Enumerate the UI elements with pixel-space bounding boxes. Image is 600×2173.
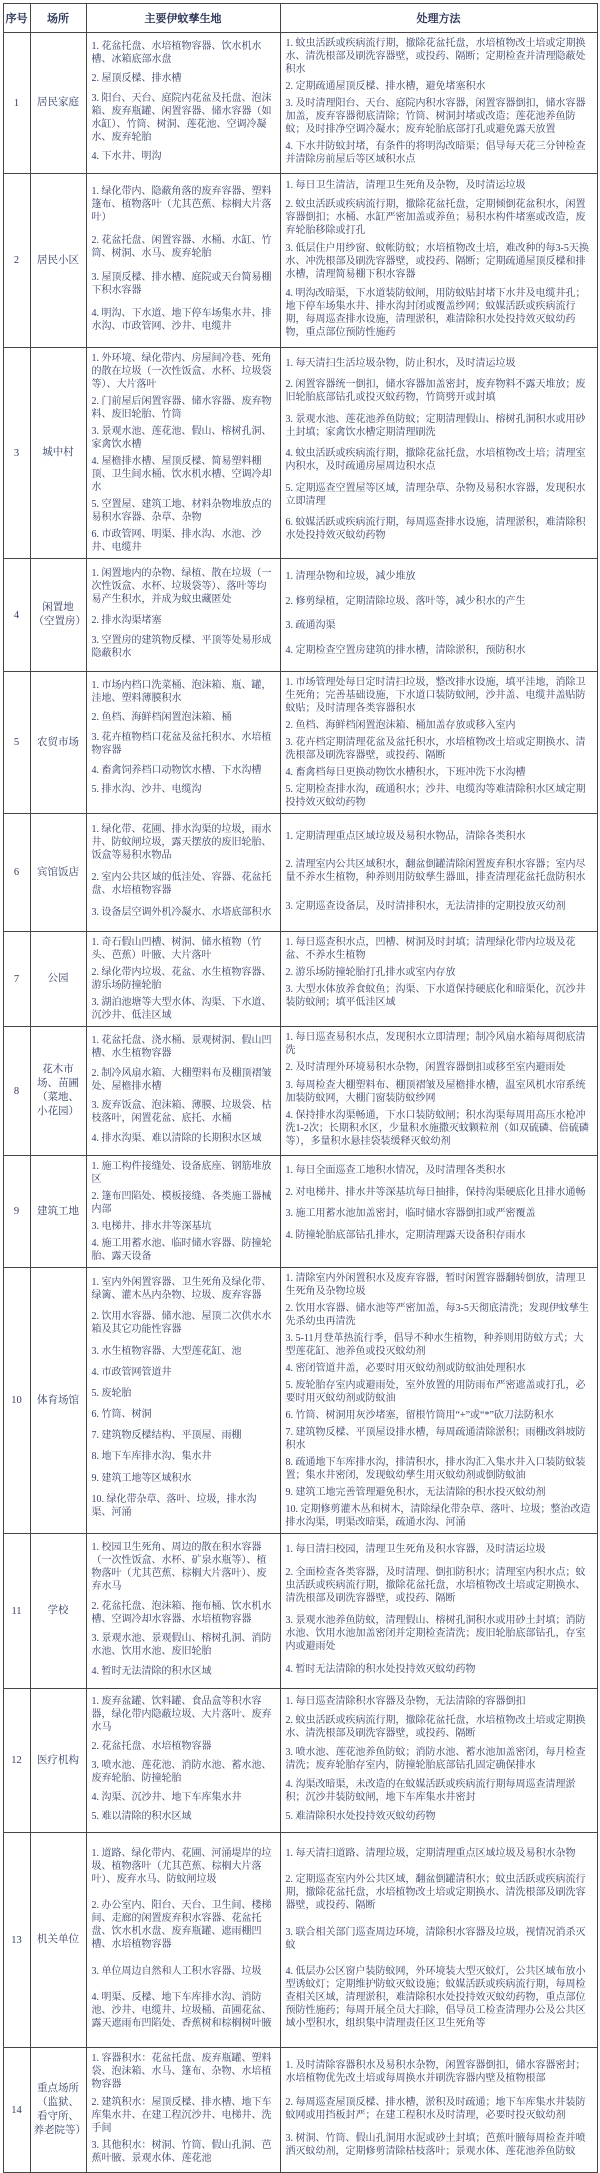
sites-cell bbox=[86, 1689, 280, 1833]
method-item: 3. 5-11月登革热流行季，倡导不种水生植物，种养则用防蚊方式；大型莲花缸、池养鱼或投灭蚊幼剂 bbox=[285, 1333, 584, 1357]
row-index: 14 bbox=[3, 2048, 30, 2173]
method-item: 8. 疏通地下车库排水沟，排清积水，排水沟汇入集水井入口装防蚊装置；集水井密闭，发现蚊幼孳生用灭蚊幼剂或倒防蚊油 bbox=[285, 1457, 586, 1481]
site-item: 4. 下水井、明沟 bbox=[91, 151, 162, 163]
site-item: 5. 排水沟、沙井、电缆沟 bbox=[91, 784, 202, 796]
sites-cell bbox=[86, 559, 280, 672]
method-item: 4. 蚊虫活跃或疾病流行期，撤除花盆托盘，水培植物改土培；清理室内积水，及时疏通房屋周边积水点 bbox=[285, 448, 586, 473]
method-item: 3. 施工用蓄水池加盖密封，临时储水容器倒扣或严密覆盖 bbox=[285, 1208, 536, 1220]
method-item: 2. 定期巡查室内外公共区域，翻盆倒罐清积水；蚊虫活跃或疾病流行期，撤除花盆托盘，水培植物改土培或定期换水、清洗根部及刷洗容器壁，或投药、隔断 bbox=[285, 1874, 586, 1912]
site-item: 1. 绿化带、花圃、排水沟渠的垃圾，雨水井、防蚊闸垃圾，露天摆放的废旧轮胎、饭盒等易积水物品 bbox=[91, 824, 272, 861]
row-index: 12 bbox=[3, 1689, 30, 1833]
row-index: 7 bbox=[3, 932, 30, 1027]
sites-cell bbox=[86, 1833, 280, 2048]
table-row bbox=[3, 1027, 597, 1156]
site-item: 1. 绿化带内、隐蔽角落的废弃容器、塑料篷布、植物落叶（尤其芭蕉、棕榈大片落叶） bbox=[91, 185, 272, 223]
method-item: 3. 花卉档定期清理花盆及盆托积水，水培植物改土培或定期换水、清洗根部及刷洗容器壁，或投药、隔断 bbox=[285, 737, 586, 761]
method-item: 2. 全面检查各类容器，及时清理、倒扣防积水；清理室内积水点；蚊虫活跃或疾病流行期，撤除花盆托盘，水培植物改土培或定期换水、清洗根部及刷洗容器壁，或投药、隔断 bbox=[285, 1566, 586, 1604]
row-index: 5 bbox=[3, 672, 30, 814]
site-item: 4. 排水沟渠、难以清除的长期积水区域 bbox=[91, 1133, 262, 1145]
site-item: 4. 暂时无法清除的积水区域 bbox=[91, 1666, 212, 1678]
method-item: 3. 及时清理阳台、天台、庭院内积水容器，闲置容器倒扣，储水容器加盖，废弃容器彻底清除；竹筒、树洞封堵或改造；莲花池养鱼防蚊；及时排净空调冷凝水；废弃轮胎底部打孔或避免露天放置 bbox=[285, 98, 586, 135]
table-row bbox=[3, 1156, 597, 1268]
place-name: 农贸市场 bbox=[30, 672, 86, 814]
method-item: 4. 密闭管道井盖，必要时用灭蚊幼剂或防蚊油处理积水 bbox=[285, 1363, 526, 1374]
method-item: 2. 蚊虫活跃或疾病流行期，撤除花盆托盘，定期倾倒花盆积水，闲置容器倒扣；水桶、水缸严密加盖或养鱼；易积水构件堵塞或改造，废弃轮胎移除或打孔 bbox=[285, 198, 586, 236]
method-item: 2. 闲置容器统一倒扣，储水容器加盖密封，废弃物料不露天堆放；废旧轮胎底部钻孔或投灭蚊药物，竹筒劈开或封填 bbox=[285, 379, 586, 404]
site-item: 5. 空置屋、建筑工地、材料杂物堆放点的易积水容器、杂草、杂物 bbox=[91, 499, 272, 523]
method-item: 2. 及时清理外环境易积水杂物，闲置容器倒扣或移至室内避雨处 bbox=[285, 1062, 566, 1074]
method-item: 1. 每日卫生清洁，清理卫生死角及杂物，及时清运垃圾 bbox=[285, 180, 526, 192]
site-item: 10. 绿化带杂草、落叶、垃圾，排水沟渠、河涌 bbox=[91, 1493, 257, 1518]
site-item: 9. 建筑工地等区域积水 bbox=[91, 1472, 192, 1484]
place-name: 城中村 bbox=[30, 348, 86, 559]
method-item: 1. 清除室内外闲置积水及废弃容器，暂时闲置容器翻转倒放，清理卫生死角及杂物垃圾 bbox=[285, 1273, 586, 1297]
method-item: 4. 防撞轮胎底部钻孔排水，定期清理露天设备积存雨水 bbox=[285, 1229, 526, 1241]
method-item: 2. 饮用水容器、储水池等严密加盖，每3-5天彻底清洗；发现伊蚊孳生先杀幼虫再清洗 bbox=[285, 1303, 589, 1327]
site-item: 4. 明渠、反樑、地下车库排水沟、消防池、沙井、电缆井、垃圾桶、苗圃花盆、露天遮雨布凹陷处、香蕉树和棕榈树叶腋 bbox=[91, 1992, 272, 2030]
site-item: 4. 畜禽饲养档口动物饮水槽、下水沟槽 bbox=[91, 764, 262, 776]
method-item: 2. 清理室内公共区域积水，翻盆倒罐清除闲置废弃积水容器；室内尽量不养水生植物，种养则用防蚊孳生器皿，排查清理花盆托盘防积水 bbox=[285, 859, 586, 883]
row-index: 6 bbox=[3, 814, 30, 932]
site-item: 4. 市政管网管道井 bbox=[91, 1366, 172, 1378]
table-row bbox=[3, 174, 597, 348]
method-item: 6. 竹筒、树洞用灰沙堵塞，留根竹筒用“+”或“*”砍刀法防积水 bbox=[285, 1410, 554, 1421]
site-item: 2. 屋顶反樑、排水槽 bbox=[91, 73, 182, 85]
site-item: 4. 明沟、下水道、地下停车场集水井、排水沟、市政管网、沙井、电缆井 bbox=[91, 308, 272, 333]
col-header-place: 场所 bbox=[30, 4, 86, 33]
method-item: 4. 沟渠改暗渠，未改造的在蚊媒活跃或疾病流行期每周巡查清理淤积；沉沙井装防蚊闸，地下车库集水井密封 bbox=[285, 1779, 576, 1803]
col-header-methods: 处理方法 bbox=[280, 4, 597, 33]
site-item: 2. 办公室内、阳台、天台、卫生间、楼梯间、走廊的闲置废弃积水容器、花盆托盘、饮水机水盘、废弃瓶罐、遮雨棚凹槽、水培植物容器 bbox=[91, 1900, 272, 1951]
site-item: 1. 花盆托盘、浇水桶、景观树洞、假山凹槽、水生植物容器 bbox=[91, 1034, 272, 1059]
methods-cell bbox=[280, 1689, 597, 1833]
methods-cell bbox=[280, 932, 597, 1027]
site-item: 1. 外环境、绿化带内、房屋间冷巷、死角的散在垃圾（一次性饭盒、水杯、垃圾袋等）、大片落叶 bbox=[91, 353, 272, 390]
method-item: 2. 游乐场防撞轮胎打孔排水或室内存放 bbox=[285, 967, 456, 978]
site-item: 3. 电梯井、排水井等深基坑 bbox=[91, 1221, 212, 1232]
site-item: 3. 废弃饭盒、泡沫箱、薄膜、垃圾袋、枯枝落叶，闲置花盆、底托、水桶 bbox=[91, 1100, 272, 1125]
method-item: 3. 联合相关部门巡查周边环境，清除积水容器及垃圾，视情况消杀灭蚊 bbox=[285, 1926, 586, 1951]
sites-cell bbox=[86, 814, 280, 932]
site-item: 6. 市政管网、明渠、排水沟、水池、沙井、电缆井 bbox=[91, 529, 262, 553]
table-row bbox=[3, 559, 597, 672]
row-index: 10 bbox=[3, 1268, 30, 1534]
method-item: 2. 蚊虫活跃或疾病流行期，撤除花盆托盘，水培植物改土培或定期换水、清洗根部及刷洗容器壁，或投药、隔断 bbox=[285, 1715, 586, 1739]
method-item: 1. 每天清扫道路、清理垃圾，定期清理重点区域垃圾及易积水杂物 bbox=[285, 1847, 576, 1859]
sites-cell bbox=[86, 672, 280, 814]
row-index: 9 bbox=[3, 1156, 30, 1268]
site-item: 2. 花盆托盘、水培植物容器 bbox=[91, 1741, 212, 1752]
site-item: 3. 花卉植物档口花盆及盆托积水、水培植物容器 bbox=[91, 731, 272, 756]
row-index: 2 bbox=[3, 174, 30, 348]
method-item: 1. 每日清扫校园，清理卫生死角及积水容器，及时清运垃圾 bbox=[285, 1544, 546, 1556]
method-item: 2. 每周巡查屋顶反樑、排水槽，淤积及时疏通；地下车库集水井装防蚊网或用挡板封严；在建工程积水及时清理，必要时投灭蚊幼剂 bbox=[285, 2096, 586, 2121]
place-name: 居民小区 bbox=[30, 174, 86, 348]
method-item: 1. 清理杂物和垃圾，减少堆放 bbox=[285, 571, 416, 583]
place-name: 公园 bbox=[30, 932, 86, 1027]
table-row bbox=[3, 672, 597, 814]
table-row bbox=[3, 932, 597, 1027]
method-item: 2. 鱼档、海鲜档闲置泡沫箱、桶加盖存放或移入室内 bbox=[285, 720, 516, 731]
site-item: 2. 鱼档、海鲜档闲置泡沫箱、桶 bbox=[91, 712, 232, 724]
place-name: 机关单位 bbox=[30, 1833, 86, 2048]
table-row bbox=[3, 348, 597, 559]
method-item: 3. 树洞、竹筒、假山孔洞用水泥或砂土封填；芭蕉叶腋每周检查并喷洒灭蚊幼剂，定期修剪清除枯枝落叶；景观水体、莲花池养鱼防蚊 bbox=[285, 2133, 586, 2158]
table-row bbox=[3, 1534, 597, 1689]
site-item: 2. 排水沟渠堵塞 bbox=[91, 614, 162, 626]
methods-cell bbox=[280, 1027, 597, 1156]
site-item: 2. 绿化带内垃圾、花盆、水生植物容器、游乐场防撞轮胎 bbox=[91, 967, 272, 991]
site-item: 3. 景观水池、莲花池、假山、榕树孔洞、家禽饮水槽 bbox=[91, 426, 272, 450]
methods-cell bbox=[280, 1833, 597, 2048]
sites-cell bbox=[86, 1534, 280, 1689]
place-name: 学校 bbox=[30, 1534, 86, 1689]
table-row bbox=[3, 33, 597, 174]
method-item: 3. 低层住户用纱窗、蚊帐防蚊；水培植物改土培，难改种的每3-5天换水、冲洗根部及刷洗容器壁，或投药、隔断；定期疏通屋顶反樑和排水槽，清理简易棚下积水容器 bbox=[285, 243, 589, 281]
site-item: 3. 其他积水：树洞、竹筒、假山孔洞、芭蕉叶腋、景观水体、莲花池 bbox=[91, 2139, 272, 2164]
method-item: 1. 每日巡查清除积水容器及杂物，无法清除的容器倒扣 bbox=[285, 1696, 526, 1707]
site-item: 1. 校园卫生死角、周边的散在积水容器（一次性饭盒、水杯、矿泉水瓶等）、植物落叶（尤其芭蕉、棕榈大片落叶）、废弃水马 bbox=[91, 1541, 267, 1592]
sites-cell bbox=[86, 932, 280, 1027]
site-item: 1. 奇石假山凹槽、树洞、储水植物（竹头、芭蕉）叶腋、大片落叶 bbox=[91, 937, 262, 961]
methods-cell bbox=[280, 1268, 597, 1534]
place-name: 建筑工地 bbox=[30, 1156, 86, 1268]
table-row bbox=[3, 2048, 597, 2173]
site-item: 2. 花盆托盘、闲置容器、水桶、水缸、竹筒、树洞、水马、废弃轮胎 bbox=[91, 235, 272, 260]
method-item: 4. 下水井防蚊封堵，有条件的将明沟改暗渠；倡导每天花三分钟检查并清除房前屋后等区域积水点 bbox=[285, 141, 586, 165]
methods-cell bbox=[280, 1156, 597, 1268]
place-name: 体育场馆 bbox=[30, 1268, 86, 1534]
row-index: 1 bbox=[3, 33, 30, 174]
method-item: 5. 定期检查排水沟，疏通积水；沙井、电缆沟等难清除积水区域定期投持效灭蚊幼药物 bbox=[285, 784, 586, 808]
sites-cell bbox=[86, 33, 280, 174]
method-item: 5. 废轮胎存室内或避雨处，室外放置的用防雨布严密遮盖或打孔，必要时用灭蚊幼剂或防蚊油 bbox=[285, 1380, 586, 1404]
method-item: 2. 定期疏通屋顶反樑、排水槽，避免堵塞积水 bbox=[285, 81, 486, 92]
table-row bbox=[3, 814, 597, 932]
method-item: 10. 定期修剪灌木丛和树木，清除绿化带杂草、落叶、垃圾；整治改造排水沟渠，明渠改暗渠，疏通水沟、河涌 bbox=[285, 1504, 591, 1528]
method-item: 3. 景观水池养鱼防蚊，清理假山、榕树孔洞积水或用砂土封填；消防水池、饮用水池加盖密闭并定期检查清洗；废旧轮胎底部钻孔，存室内或避雨处 bbox=[285, 1615, 586, 1653]
method-item: 6. 蚊媒活跃或疾病流行期，每周巡查排水设施，清理淤积，难清除积水处投持效灭蚊幼药物 bbox=[285, 517, 586, 542]
site-item: 6. 竹筒、树洞 bbox=[91, 1409, 152, 1421]
site-item: 3. 阳台、天台、庭院内花盆及托盘、泡沫箱、废弃瓶罐、闲置容器、储水容器（如水缸）、竹筒、树洞、莲花池、空调冷凝水、废弃轮胎 bbox=[91, 92, 272, 143]
method-item: 3. 疏通沟渠 bbox=[285, 620, 336, 632]
methods-cell bbox=[280, 174, 597, 348]
methods-cell bbox=[280, 33, 597, 174]
row-index: 11 bbox=[3, 1534, 30, 1689]
site-item: 2. 花盆托盘、泡沫箱、拖布桶、饮水机水槽、空调冷却水容器、水培植物容器 bbox=[91, 1600, 272, 1625]
table-row bbox=[3, 1833, 597, 2048]
site-item: 1. 花盆托盘、水培植物容器、饮水机水槽、冰箱底部水盘 bbox=[91, 40, 262, 65]
method-item: 7. 建筑物反樑、平顶屋设排水槽，每周疏通清除淤积；雨棚改斜坡防积水 bbox=[285, 1427, 586, 1451]
method-item: 1. 每天清扫生活垃圾杂物，防止积水，及时清运垃圾 bbox=[285, 357, 516, 369]
sites-cell bbox=[86, 174, 280, 348]
method-item: 4. 低层办公区窗户装防蚊网，外环境装大型灭蚊灯，公共区域布放小型诱蚊灯；定期维护防蚊灭蚊设施；蚊媒活跃或疾病流行期，每周检查相关区域，清理淤积，难清除积水处投持效灭蚊幼药物，重点部位预防性施药；每周开展全员大扫除，倡导员工检查清理办公及公共区域小型积水，组织集中清理责任区卫生死角等 bbox=[285, 1966, 586, 2030]
method-item: 3. 定期巡查设备层，及时清排积水，无法清排的定期投放灭幼剂 bbox=[285, 900, 566, 912]
site-item: 2. 制冷风扇水箱、大棚塑料布及棚顶褶皱处、屋檐排水槽 bbox=[91, 1067, 272, 1092]
sites-cell bbox=[86, 1268, 280, 1534]
site-item: 1. 容器积水：花盆托盘、废弃瓶罐、塑料袋、泡沫箱、水马、篷布、杂物、水培植物容器 bbox=[91, 2053, 272, 2091]
site-item: 3. 水生植物容器、大型莲花缸、池 bbox=[91, 1345, 242, 1357]
site-item: 4. 屋檐排水槽、屋顶反樑、简易塑料棚顶、卫生间水桶、饮水机水槽、空调冷却水 bbox=[91, 456, 272, 493]
method-item: 4. 明沟改暗渠，下水道装防蚊闸，用防蚊贴封堵下水井及电缆井孔；地下停车场集水井、排水沟封闭或覆盖纱网；蚊媒活跃或疾病流行期，每周巡查排水设施，清理淤积，难清除积水处投持效灭蚊幼药物，重点部位预防性施药 bbox=[285, 287, 586, 338]
method-item: 9. 建筑工地完善管理避免积水，无法清除的积水投灭蚊幼剂 bbox=[285, 1487, 546, 1498]
methods-cell bbox=[280, 2048, 597, 2173]
table-row bbox=[3, 1689, 597, 1833]
site-item: 3. 空置房的建筑物反樑、平顶等处易形成隐蔽积水 bbox=[91, 635, 272, 660]
method-item: 1. 每日全面巡查工地积水情况，及时清理各类积水 bbox=[285, 1165, 506, 1177]
table-row bbox=[3, 1268, 597, 1534]
place-name: 宾馆饭店 bbox=[30, 814, 86, 932]
site-item: 4. 沟渠、沉沙井、地下车库集水井 bbox=[91, 1792, 242, 1803]
method-item: 2. 修剪绿植，定期清除垃圾、落叶等，减少积水的产生 bbox=[285, 595, 526, 607]
methods-cell bbox=[280, 348, 597, 559]
methods-cell bbox=[280, 814, 597, 932]
method-item: 1. 及时清除容器积水及易积水杂物，闲置容器倒扣，储水容器密封；水培植物优先改土培或每周换水并刷洗容器内壁及植物根部 bbox=[285, 2059, 586, 2084]
header-row bbox=[3, 4, 597, 33]
method-item: 4. 暂时无法清除的积水处投持效灭蚊幼药物 bbox=[285, 1663, 476, 1675]
site-item: 3. 湖泊池塘等大型水体、沟渠、下水道、沉沙井、低洼区域 bbox=[91, 997, 272, 1021]
site-item: 2. 篷布凹陷处、模板接缝、各类施工器械内部 bbox=[91, 1191, 272, 1215]
methods-cell bbox=[280, 559, 597, 672]
site-item: 1. 闲置地内的杂物、绿植、散在垃圾（一次性饭盒、水杯、垃圾袋等）、落叶等均易产生积水，并成为蚊虫藏匿处 bbox=[91, 567, 272, 605]
row-index: 3 bbox=[3, 348, 30, 559]
site-item: 1. 废弃盆罐、饮料罐、食品盒等积水容器，绿化带内隐蔽垃圾、大片落叶、废弃水马 bbox=[91, 1696, 272, 1733]
col-header-breeding-sites: 主要伊蚊孳生地 bbox=[86, 4, 280, 33]
site-item: 2. 门前屋后闲置容器、储水容器、废弃物料、废旧轮胎、竹筒 bbox=[91, 396, 272, 420]
site-item: 1. 市场内档口洗菜桶、泡沫箱、瓶、罐，洼地、塑料薄膜积水 bbox=[91, 679, 272, 704]
sites-cell bbox=[86, 1156, 280, 1268]
site-item: 5. 难以清除的积水区域 bbox=[91, 1811, 192, 1822]
method-item: 4. 畜禽档每日更换动物饮水槽积水，下班冲洗下水沟槽 bbox=[285, 767, 526, 778]
row-index: 13 bbox=[3, 1833, 30, 2048]
sites-cell bbox=[86, 2048, 280, 2173]
site-item: 8. 地下车库排水沟、集水井 bbox=[91, 1451, 212, 1463]
method-item: 5. 定期巡查空置屋等区域，清理杂草、杂物及易积水容器，发现积水立即清理 bbox=[285, 482, 586, 507]
place-name: 居民家庭 bbox=[30, 33, 86, 174]
method-item: 4. 定期检查空置房建筑的排水槽，清除淤积，预防积水 bbox=[285, 644, 526, 656]
table-body bbox=[3, 33, 597, 2173]
site-item: 3. 喷水池、莲花池、消防水池、蓄水池、废弃轮胎、防撞轮胎 bbox=[91, 1760, 272, 1784]
site-item: 2. 建筑积水：屋顶反樑、排水槽、地下车库集水井、在建工程沉沙井、电梯井、洗手间 bbox=[91, 2096, 272, 2134]
method-item: 2. 对电梯井、排水井等深基坑每日抽排，保持沟渠硬底化且排水通畅 bbox=[285, 1186, 586, 1198]
site-item: 3. 单位周边自然和人工积水容器、垃圾 bbox=[91, 1965, 262, 1977]
site-item: 1. 室内外闲置容器、卫生死角及绿化带、绿篱、灌木丛内杂物、垃圾、废弃容器 bbox=[91, 1277, 272, 1302]
method-item: 1. 每日巡查易积水点，发现积水立即清理；制冷风扇水箱每周彻底清洗 bbox=[285, 1032, 586, 1057]
method-item: 1. 蚊虫活跃或疾病流行期，撤除花盆托盘，水培植物改土培或定期换水、清洗根部及刷洗容器壁，或投药、隔断；定期检查并清理隐蔽处积水 bbox=[285, 38, 586, 75]
site-item: 3. 屋顶反樑、排水槽、庭院或天台简易棚下积水容器 bbox=[91, 271, 272, 296]
site-item: 2. 饮用水容器、储水池、屋顶二次供水水箱及其它功能性容器 bbox=[91, 1311, 272, 1336]
sites-cell bbox=[86, 348, 280, 559]
method-item: 4. 保持排水沟渠畅通，下水口装防蚊闸；积水沟渠每周用高压水枪冲洗1-2次；长期积水区，少量积水施撒灭蚊颗粒剂（如双硫磷、倍硫磷等），多量积水悬挂袋装缓释灭蚊幼剂 bbox=[285, 1109, 589, 1147]
method-item: 3. 每周检查大棚塑料布、棚顶褶皱及屋檐排水槽，温室风机水帘系统加装防蚊网，大棚门窗装防蚊纱网 bbox=[285, 1079, 586, 1104]
place-name: 花木市场、苗圃（菜地、小花园） bbox=[30, 1027, 86, 1156]
method-item: 3. 大型水体放养食蚊鱼；沟渠、下水道保持硬底化和暗渠化，沉沙井装防蚊闸；填平低洼区域 bbox=[285, 984, 586, 1008]
method-item: 5. 难清除积水处投持效灭蚊幼药物 bbox=[285, 1811, 436, 1822]
row-index: 8 bbox=[3, 1027, 30, 1156]
place-name: 闲置地（空置房） bbox=[30, 559, 86, 672]
methods-cell bbox=[280, 672, 597, 814]
methods-cell bbox=[280, 1534, 597, 1689]
method-item: 3. 喷水池、莲花池养鱼防蚊；消防水池、蓄水池加盖密闭，每月检查清洗；废弃轮胎存室内，防撞轮胎底部钻孔固定确保排水 bbox=[285, 1747, 586, 1771]
row-index: 4 bbox=[3, 559, 30, 672]
method-item: 3. 景观水池、莲花池养鱼防蚊；定期清理假山、榕树孔洞积水或用砂土封填；家禽饮水槽定期清理刷洗 bbox=[285, 413, 586, 438]
site-item: 3. 景观水池、景观假山、榕树孔洞、消防水池、饮用水池、废旧轮胎 bbox=[91, 1633, 272, 1658]
site-item: 2. 室内公共区域的低洼处、容器、花盆托盘、水培植物容器 bbox=[91, 872, 272, 896]
place-name: 医疗机构 bbox=[30, 1689, 86, 1833]
sites-cell bbox=[86, 1027, 280, 1156]
method-item: 1. 市场管理处每日定时清扫垃圾，整改排水设施，填平洼地，消除卫生死角；完善基础设施，下水道口装防蚊闸，沙井盖、电缆井盖贴防蚊贴；及时清理各类容器积水 bbox=[285, 677, 586, 714]
site-item: 1. 施工构件接缝处、设备底座、钢筋堆放区 bbox=[91, 1161, 272, 1185]
site-item: 5. 废轮胎 bbox=[91, 1387, 132, 1399]
site-item: 3. 设备层空调外机冷凝水、水塔底部积水 bbox=[91, 907, 272, 918]
mosquito-breeding-sites-table bbox=[3, 3, 598, 2173]
col-header-index: 序号 bbox=[3, 4, 30, 33]
place-name: 重点场所（监狱、看守所、养老院等） bbox=[30, 2048, 86, 2173]
method-item: 1. 每日巡查积水点，凹槽、树洞及时封填；清理绿化带内垃圾及花盆、不养水生植物 bbox=[285, 937, 576, 961]
site-item: 7. 建筑物反樑结构、平顶屋、雨棚 bbox=[91, 1430, 242, 1442]
method-item: 1. 定期清理重点区域垃圾及易积水物品，清除各类积水 bbox=[285, 830, 526, 842]
site-item: 1. 道路、绿化带内、花圃、河涌堤岸的垃圾、植物落叶（尤其芭蕉、棕榈大片落叶）、废弃水马、防蚊闸垃圾 bbox=[91, 1847, 272, 1885]
site-item: 4. 施工用蓄水池、临时储水容器、防撞轮胎、露天设备 bbox=[91, 1238, 272, 1262]
